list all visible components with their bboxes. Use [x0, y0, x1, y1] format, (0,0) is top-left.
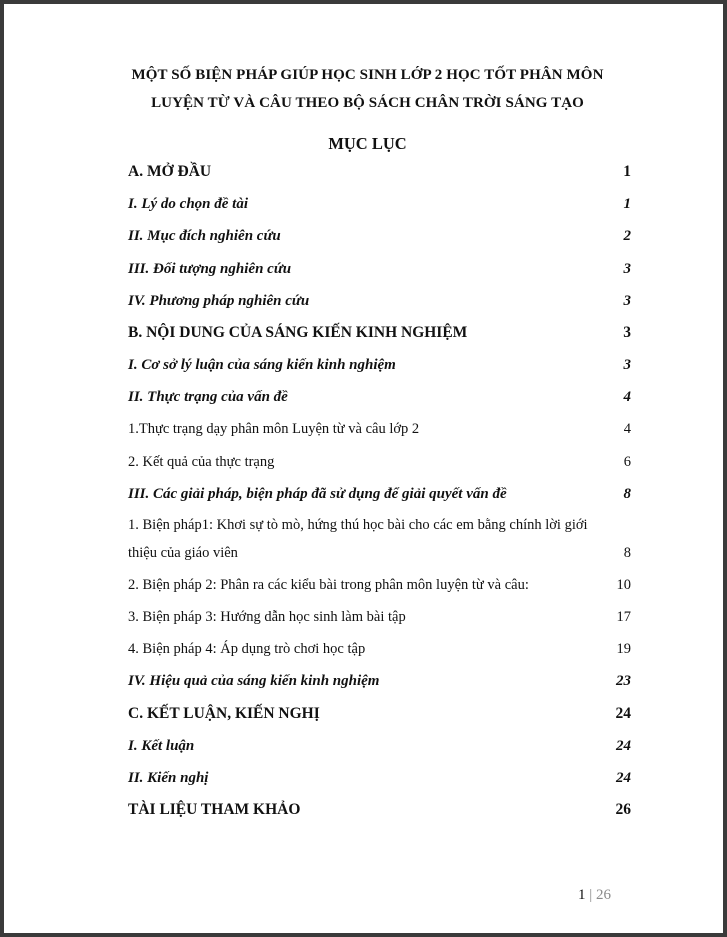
toc-heading: MỤC LỤC — [328, 134, 407, 153]
toc-entry-label: TÀI LIỆU THAM KHẢO — [128, 801, 301, 818]
toc-entry-label: 4. Biện pháp 4: Áp dụng trò chơi học tập — [128, 641, 366, 657]
toc-entry-page: 24 — [616, 770, 631, 786]
toc-entry-label: III. Đối tượng nghiên cứu — [128, 261, 292, 277]
toc-entry-page: 6 — [623, 454, 631, 470]
toc-entry-label: I. Lý do chọn đề tài — [128, 196, 248, 212]
toc-entry-page: 1 — [623, 196, 631, 212]
toc-entry-page: 2 — [623, 228, 631, 244]
toc-entry-bien-phap-1[interactable] — [128, 515, 631, 565]
toc-entry-label: A. MỞ ĐẦU — [128, 163, 212, 180]
toc-entry-page: 4 — [623, 421, 631, 437]
toc-entry-page: 1 — [623, 163, 631, 180]
toc-entry-page: 3 — [623, 261, 631, 277]
page-number-separator: | — [589, 887, 593, 903]
document-title-line-2: LUYỆN TỪ VÀ CÂU THEO BỘ SÁCH CHÂN TRỜI SÁNG TẠO — [151, 95, 584, 111]
toc-entry-label: II. Kiến nghị — [128, 770, 209, 786]
toc-entry-page: 8 — [623, 545, 631, 561]
current-page-number: 1 — [578, 887, 586, 903]
toc-entry-page: 23 — [616, 673, 631, 689]
toc-entry-label: 3. Biện pháp 3: Hướng dẫn học sinh làm bài tập — [128, 609, 406, 625]
toc-entry-label: 1.Thực trạng dạy phân môn Luyện từ và câu lớp 2 — [128, 421, 420, 437]
toc-entry-label-line-2: thiệu của giáo viên — [128, 545, 238, 561]
toc-entry-page: 10 — [616, 577, 631, 593]
toc-entry-page: 4 — [623, 389, 631, 405]
toc-entry-page: 3 — [623, 357, 631, 373]
toc-entry-label: 2. Biện pháp 2: Phân ra các kiểu bài trong phân môn luyện từ và câu: — [128, 577, 529, 593]
toc-entry-label: IV. Phương pháp nghiên cứu — [128, 293, 310, 309]
toc-entry-label: 2. Kết quả của thực trạng — [128, 454, 275, 470]
toc-entry-label: B. NỘI DUNG CỦA SÁNG KIẾN KINH NGHIỆM — [128, 324, 468, 341]
toc-entry-label: II. Thực trạng của vấn đề — [128, 389, 288, 405]
total-page-count: 26 — [596, 887, 612, 903]
toc-entry-label: IV. Hiệu quả của sáng kiến kinh nghiệm — [128, 673, 380, 689]
toc-entry-page: 17 — [616, 609, 631, 625]
toc-entry-label: III. Các giải pháp, biện pháp đã sử dụng để giải quyết vấn đề — [128, 486, 507, 502]
page-footer — [578, 887, 611, 904]
toc-entry-page: 3 — [623, 324, 631, 341]
toc-entry-label: II. Mục đích nghiên cứu — [128, 228, 281, 244]
toc-entry-page: 8 — [623, 486, 631, 502]
toc-entry-page: 26 — [615, 801, 631, 818]
toc-entry-page: 3 — [623, 293, 631, 309]
toc-entry-label: C. KẾT LUẬN, KIẾN NGHỊ — [128, 705, 320, 722]
toc-entry-page: 19 — [616, 641, 631, 657]
toc-entry-label: I. Kết luận — [128, 738, 195, 754]
toc-entry-page: 24 — [616, 738, 631, 754]
document-title-line-1: MỘT SỐ BIỆN PHÁP GIÚP HỌC SINH LỚP 2 HỌC TỐT PHÂN MÔN — [131, 67, 604, 83]
toc-entry-page: 24 — [615, 705, 631, 722]
toc-entry-label: I. Cơ sở lý luận của sáng kiến kinh nghiệm — [128, 357, 396, 373]
toc-entry-label-line-1: 1. Biện pháp1: Khơi sự tò mò, hứng thú học bài cho các em bằng chính lời giới — [128, 517, 588, 533]
